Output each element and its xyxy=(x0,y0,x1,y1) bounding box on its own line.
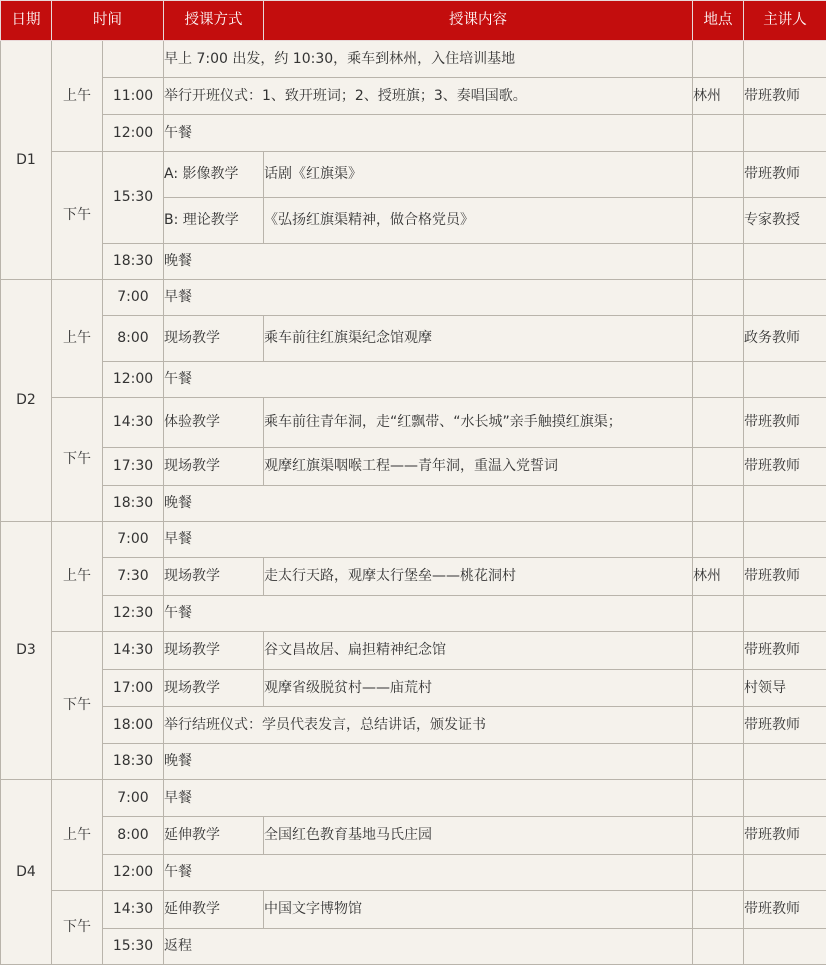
speaker-cell: 带班教师 xyxy=(744,632,826,670)
day-label: D4 xyxy=(1,780,52,965)
method-cell: 现场教学 xyxy=(164,316,264,362)
location-cell xyxy=(693,670,744,707)
time-cell: 18:30 xyxy=(103,744,164,780)
header-time: 时间 xyxy=(52,1,164,41)
method-cell: B: 理论教学 xyxy=(164,198,264,244)
table-row xyxy=(1,891,826,929)
content-cell: 午餐 xyxy=(164,596,693,632)
table-row xyxy=(1,780,826,817)
content-cell: 晚餐 xyxy=(164,486,693,522)
location-cell xyxy=(693,362,744,398)
time-cell: 17:00 xyxy=(103,670,164,707)
speaker-cell: 带班教师 xyxy=(744,448,826,486)
table-row xyxy=(1,244,826,280)
speaker-cell: 政务教师 xyxy=(744,316,826,362)
table-row xyxy=(1,448,826,486)
period-am: 上午 xyxy=(52,280,103,398)
location-cell xyxy=(693,198,744,244)
content-cell: 观摩红旗渠咽喉工程——青年洞，重温入党誓词 xyxy=(264,448,693,486)
table-row xyxy=(1,744,826,780)
method-cell: 延伸教学 xyxy=(164,891,264,929)
table-row xyxy=(1,362,826,398)
location-cell xyxy=(693,398,744,448)
period-pm: 下午 xyxy=(52,398,103,522)
location-cell xyxy=(693,744,744,780)
speaker-cell xyxy=(744,244,826,280)
content-cell: 午餐 xyxy=(164,115,693,152)
speaker-cell: 专家教授 xyxy=(744,198,826,244)
time-cell: 14:30 xyxy=(103,398,164,448)
method-cell: 现场教学 xyxy=(164,670,264,707)
table-row xyxy=(1,41,826,78)
table-row xyxy=(1,280,826,316)
table-row xyxy=(1,558,826,596)
table-row xyxy=(1,632,826,670)
header-location: 地点 xyxy=(693,1,744,41)
table-row xyxy=(1,817,826,855)
time-cell: 7:00 xyxy=(103,280,164,316)
location-cell xyxy=(693,522,744,558)
time-cell: 17:30 xyxy=(103,448,164,486)
table-row xyxy=(1,115,826,152)
content-cell: 午餐 xyxy=(164,362,693,398)
content-cell: 晚餐 xyxy=(164,244,693,280)
location-cell xyxy=(693,707,744,744)
time-cell: 8:00 xyxy=(103,316,164,362)
content-cell: 举行开班仪式：1、致开班词；2、授班旗；3、奏唱国歌。 xyxy=(164,78,693,115)
table-row xyxy=(1,152,826,198)
time-cell: 18:30 xyxy=(103,486,164,522)
location-cell xyxy=(693,115,744,152)
location-cell xyxy=(693,929,744,965)
location-cell xyxy=(693,486,744,522)
content-cell: 话剧《红旗渠》 xyxy=(264,152,693,198)
content-cell: 早餐 xyxy=(164,280,693,316)
time-cell: 12:00 xyxy=(103,362,164,398)
speaker-cell xyxy=(744,362,826,398)
header-date: 日期 xyxy=(1,1,52,41)
header-content: 授课内容 xyxy=(264,1,693,41)
location-cell xyxy=(693,244,744,280)
table-row xyxy=(1,522,826,558)
location-cell xyxy=(693,891,744,929)
table-row xyxy=(1,855,826,891)
time-cell: 12:00 xyxy=(103,115,164,152)
content-cell: 全国红色教育基地马氏庄园 xyxy=(264,817,693,855)
speaker-cell: 带班教师 xyxy=(744,707,826,744)
speaker-cell: 带班教师 xyxy=(744,817,826,855)
location-cell xyxy=(693,41,744,78)
method-cell: 现场教学 xyxy=(164,632,264,670)
time-cell: 18:30 xyxy=(103,244,164,280)
period-am: 上午 xyxy=(52,780,103,891)
content-cell: 午餐 xyxy=(164,855,693,891)
table-row xyxy=(1,670,826,707)
table-row xyxy=(1,316,826,362)
speaker-cell xyxy=(744,744,826,780)
method-cell: 现场教学 xyxy=(164,558,264,596)
time-cell: 8:00 xyxy=(103,817,164,855)
content-cell: 早餐 xyxy=(164,780,693,817)
time-cell: 15:30 xyxy=(103,152,164,244)
day-label: D3 xyxy=(1,522,52,780)
time-cell xyxy=(103,41,164,78)
period-am: 上午 xyxy=(52,41,103,152)
time-cell: 12:30 xyxy=(103,596,164,632)
day-label: D2 xyxy=(1,280,52,522)
speaker-cell: 带班教师 xyxy=(744,891,826,929)
table-row xyxy=(1,596,826,632)
content-cell: 早上 7:00 出发，约 10:30，乘车到林州，入住培训基地 xyxy=(164,41,693,78)
day-label: D1 xyxy=(1,41,52,280)
content-cell: 走太行天路，观摩太行堡垒——桃花洞村 xyxy=(264,558,693,596)
method-cell: 体验教学 xyxy=(164,398,264,448)
location-cell: 林州 xyxy=(693,558,744,596)
time-cell: 11:00 xyxy=(103,78,164,115)
time-cell: 7:00 xyxy=(103,780,164,817)
speaker-cell xyxy=(744,280,826,316)
speaker-cell: 带班教师 xyxy=(744,398,826,448)
time-cell: 15:30 xyxy=(103,929,164,965)
speaker-cell xyxy=(744,855,826,891)
location-cell xyxy=(693,596,744,632)
time-cell: 12:00 xyxy=(103,855,164,891)
location-cell xyxy=(693,780,744,817)
method-cell: 延伸教学 xyxy=(164,817,264,855)
content-cell: 乘车前往红旗渠纪念馆观摩 xyxy=(264,316,693,362)
content-cell: 早餐 xyxy=(164,522,693,558)
content-cell: 举行结班仪式：学员代表发言，总结讲话，颁发证书 xyxy=(164,707,693,744)
location-cell xyxy=(693,817,744,855)
header-method: 授课方式 xyxy=(164,1,264,41)
header-row xyxy=(1,1,826,41)
speaker-cell xyxy=(744,522,826,558)
content-cell: 《弘扬红旗渠精神，做合格党员》 xyxy=(264,198,693,244)
period-pm: 下午 xyxy=(52,632,103,780)
speaker-cell xyxy=(744,929,826,965)
table-row xyxy=(1,929,826,965)
speaker-cell: 带班教师 xyxy=(744,152,826,198)
speaker-cell xyxy=(744,780,826,817)
location-cell: 林州 xyxy=(693,78,744,115)
location-cell xyxy=(693,448,744,486)
header-speaker: 主讲人 xyxy=(744,1,826,41)
content-cell: 返程 xyxy=(164,929,693,965)
time-cell: 14:30 xyxy=(103,891,164,929)
method-cell: A: 影像教学 xyxy=(164,152,264,198)
time-cell: 18:00 xyxy=(103,707,164,744)
content-cell: 谷文昌故居、扁担精神纪念馆 xyxy=(264,632,693,670)
content-cell: 晚餐 xyxy=(164,744,693,780)
location-cell xyxy=(693,152,744,198)
method-cell: 现场教学 xyxy=(164,448,264,486)
time-cell: 7:00 xyxy=(103,522,164,558)
location-cell xyxy=(693,316,744,362)
content-cell: 中国文字博物馆 xyxy=(264,891,693,929)
location-cell xyxy=(693,855,744,891)
table-row xyxy=(1,398,826,448)
content-cell: 乘车前往青年洞，走“红飘带、“水长城”亲手触摸红旗渠； xyxy=(264,398,693,448)
location-cell xyxy=(693,632,744,670)
period-pm: 下午 xyxy=(52,891,103,965)
content-cell: 观摩省级脱贫村——庙荒村 xyxy=(264,670,693,707)
time-cell: 7:30 xyxy=(103,558,164,596)
period-pm: 下午 xyxy=(52,152,103,280)
table-row xyxy=(1,486,826,522)
table-row xyxy=(1,78,826,115)
table-row xyxy=(1,707,826,744)
time-cell: 14:30 xyxy=(103,632,164,670)
speaker-cell: 村领导 xyxy=(744,670,826,707)
speaker-cell xyxy=(744,41,826,78)
speaker-cell: 带班教师 xyxy=(744,558,826,596)
speaker-cell: 带班教师 xyxy=(744,78,826,115)
period-am: 上午 xyxy=(52,522,103,632)
speaker-cell xyxy=(744,115,826,152)
speaker-cell xyxy=(744,596,826,632)
location-cell xyxy=(693,280,744,316)
speaker-cell xyxy=(744,486,826,522)
